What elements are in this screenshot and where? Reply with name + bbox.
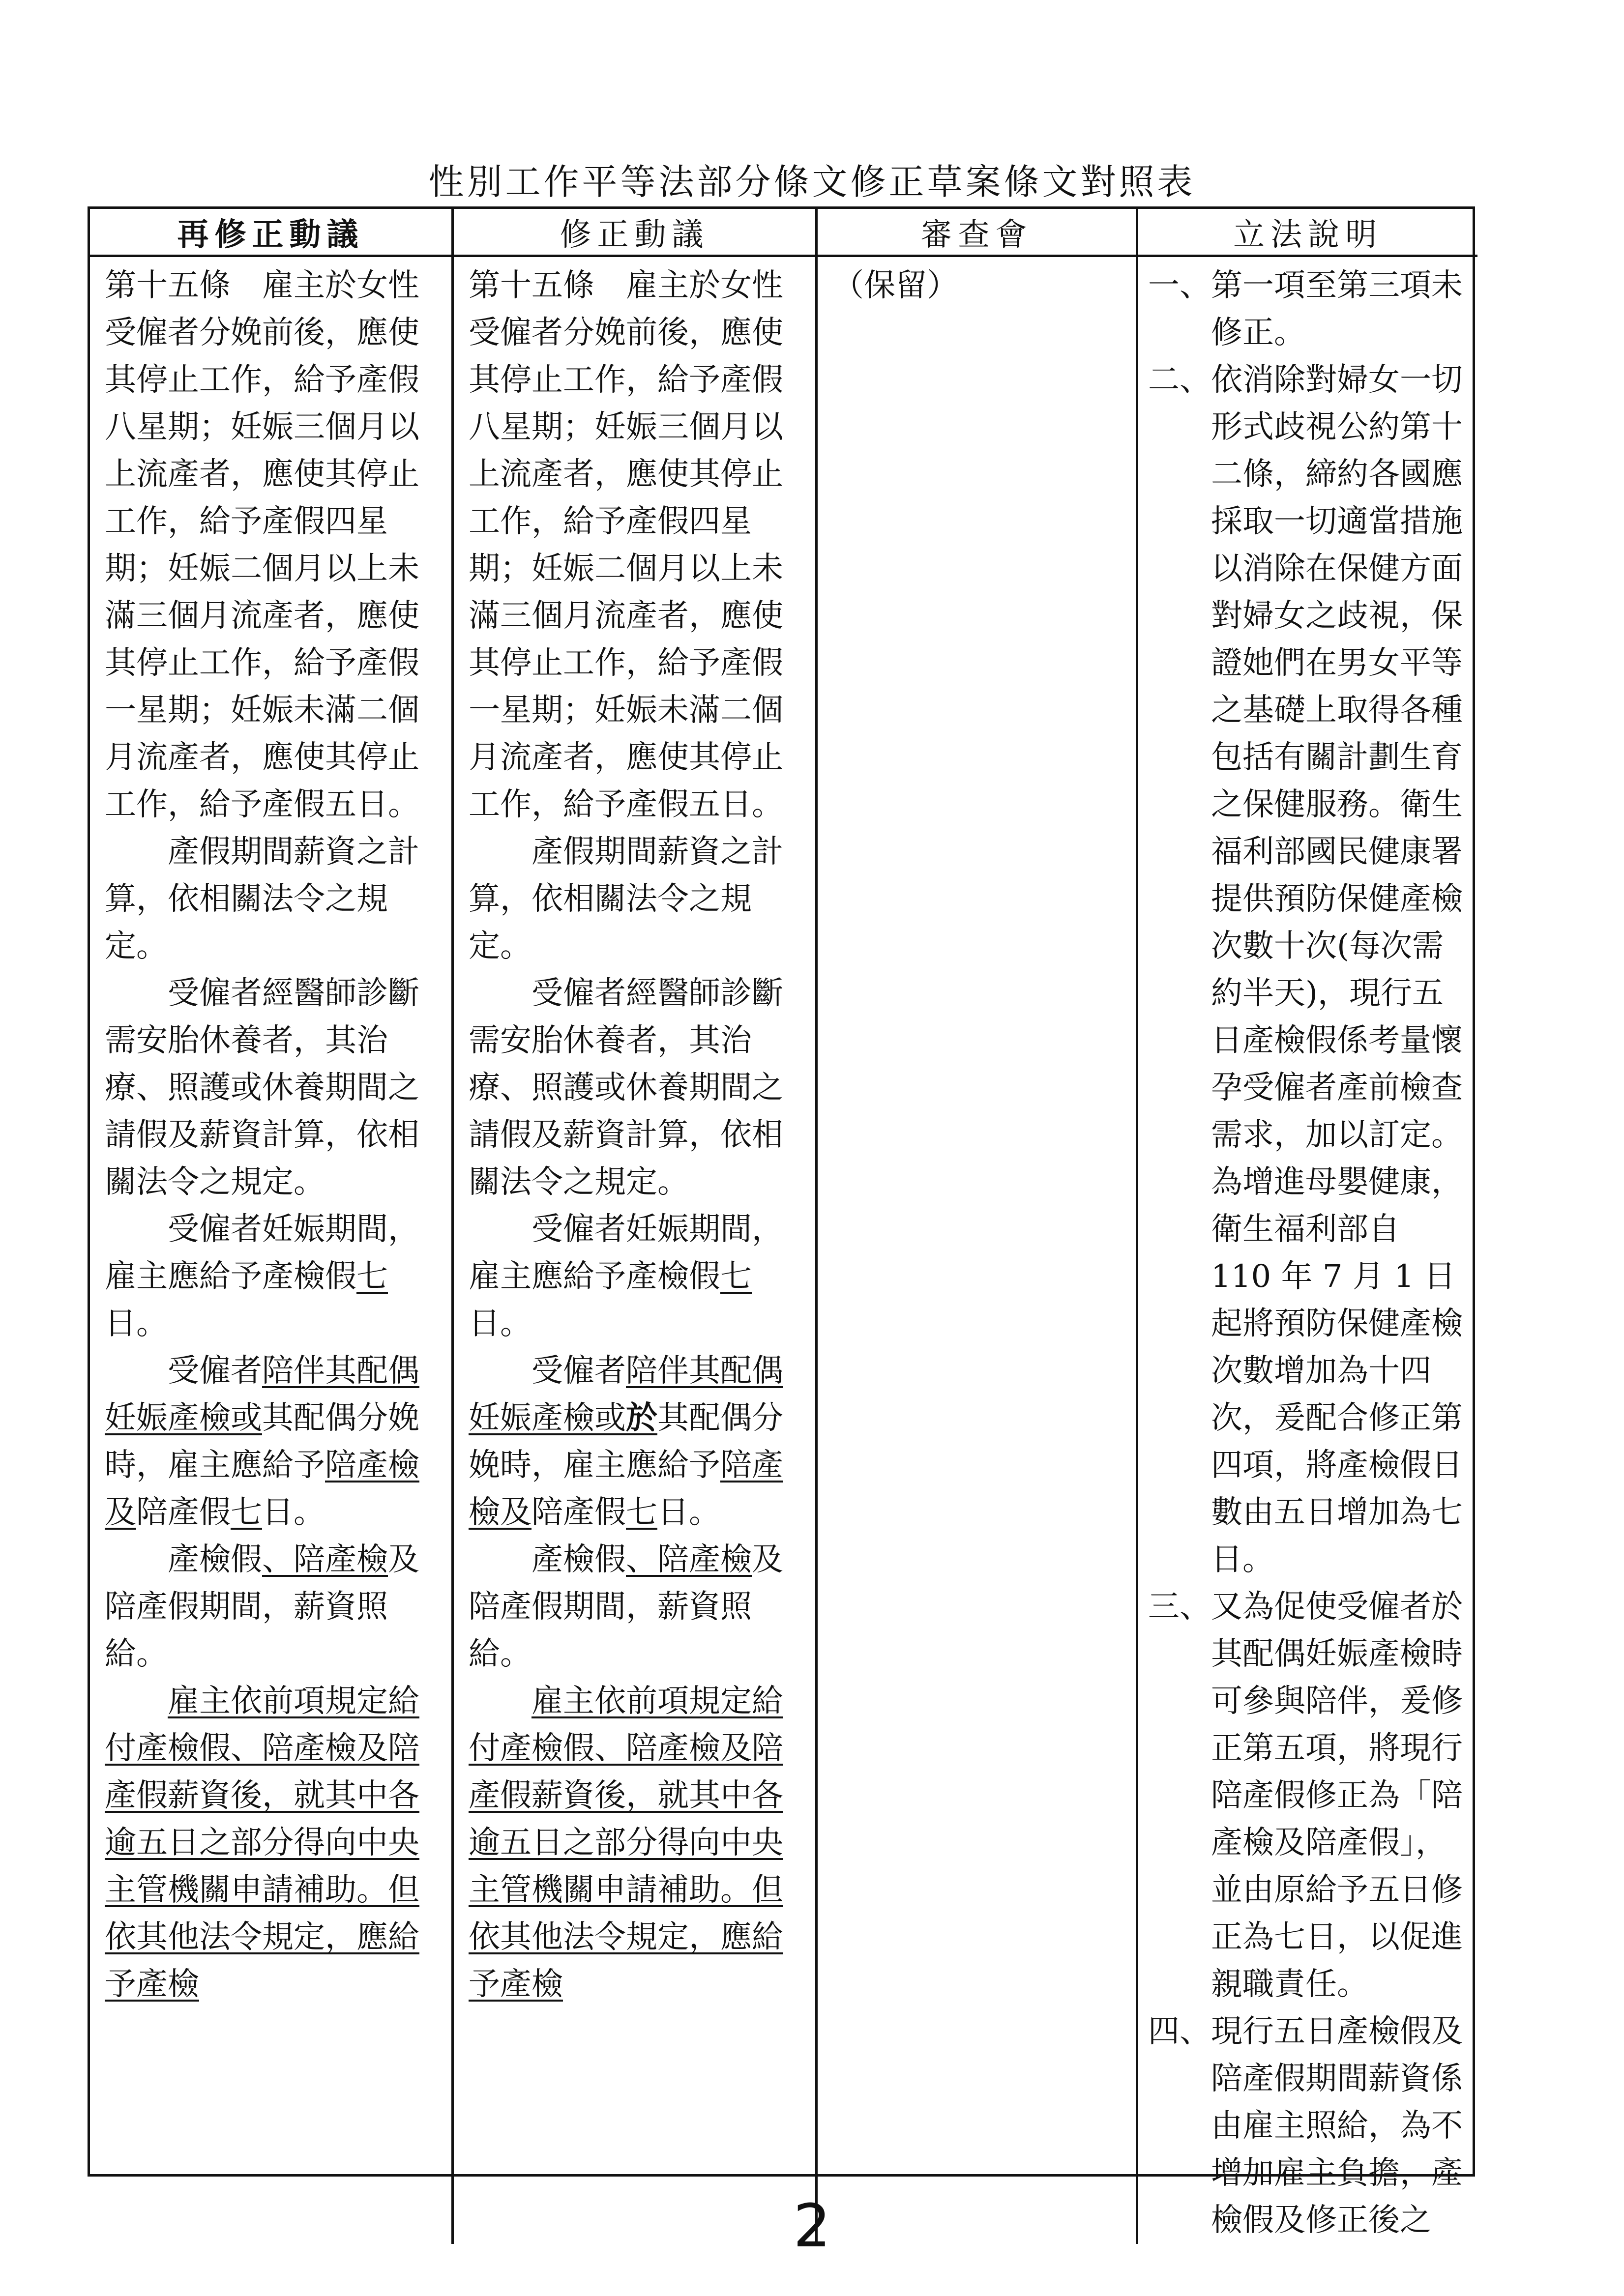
review-committee-text: （保留） — [832, 267, 958, 304]
re-amendment-para-7: 雇主依前項規定給付產檢假、陪產檢及陪產假薪資後，就其中各逾五日之部分得向中央主管機關申請補助。但依其他法令規定，應給予產檢 — [105, 1683, 419, 2003]
amendment-para-4: 受僱者妊娠期間，雇主應給予產檢假七日。 — [469, 1211, 783, 1342]
comparison-table — [88, 206, 1475, 2238]
re-amendment-para-6: 產檢假、陪產檢及陪產假期間，薪資照給。 — [105, 1541, 419, 1672]
header-amendment: 修正動議 — [454, 209, 818, 257]
review-committee-cell — [818, 257, 1138, 2244]
explanation-item-1: 一、第一項至第三項未修正。 — [1148, 267, 1463, 351]
amendment-para-6: 產檢假、陪產檢及陪產假期間，薪資照給。 — [469, 1541, 783, 1672]
re-amendment-para-5: 受僱者陪伴其配偶妊娠產檢或其配偶分娩時，雇主應給予陪產檢及陪產假七日。 — [105, 1353, 419, 1531]
explanation-item-2-continued: 為增進母嬰健康，衛生福利部自 110 年 7 月 1 日起將預防保健產檢次數增加為十四次，爰配合修正第四項，將產檢假日數由五日增加為七日。 — [1211, 1164, 1463, 1578]
amendment-cell — [454, 257, 818, 2244]
header-legislative-explanation: 立法說明 — [1138, 209, 1477, 257]
re-amendment-para-1: 第十五條 雇主於女性受僱者分娩前後，應使其停止工作，給予產假八星期；妊娠三個月以上流產者，應使其停止工作，給予產假四星期；妊娠二個月以上未滿三個月流產者，應使其停止工作，給予產假一星期；妊娠未滿二個月流產者，應使其停止工作，給予產假五日。 — [105, 267, 419, 823]
explanation-cell — [1138, 257, 1477, 2244]
page-number: 2 — [793, 2192, 831, 2261]
explanation-item-3: 三、又為促使受僱者於其配偶妊娠產檢時可參與陪伴，爰修正第五項，將現行陪產假修正為「陪產檢及陪產假」，並由原給予五日修正為七日，以促進親職責任。 — [1148, 1589, 1463, 2003]
re-amendment-para-4: 受僱者妊娠期間，雇主應給予產檢假七日。 — [105, 1211, 419, 1342]
header-re-amendment: 再修正動議 — [90, 209, 454, 257]
re-amendment-cell — [90, 257, 454, 2244]
document-title: 性別工作平等法部分條文修正草案條文對照表 — [428, 161, 1196, 203]
explanation-item-4: 四、現行五日產檢假及陪產假期間薪資係由雇主照給，為不增加雇主負擔，產檢假及修正後之 — [1148, 2013, 1463, 2238]
re-amendment-para-2: 產假期間薪資之計算，依相關法令之規定。 — [105, 834, 419, 964]
amendment-para-3: 受僱者經醫師診斷需安胎休養者，其治療、照護或休養期間之請假及薪資計算，依相關法令之規定。 — [469, 975, 783, 1200]
amendment-para-2: 產假期間薪資之計算，依相關法令之規定。 — [469, 834, 783, 964]
re-amendment-para-3: 受僱者經醫師診斷需安胎休養者，其治療、照護或休養期間之請假及薪資計算，依相關法令之規定。 — [105, 975, 419, 1200]
amendment-para-5: 受僱者陪伴其配偶妊娠產檢或於其配偶分娩時，雇主應給予陪產檢及陪產假七日。 — [469, 1353, 783, 1531]
amendment-para-1: 第十五條 雇主於女性受僱者分娩前後，應使其停止工作，給予產假八星期；妊娠三個月以上流產者，應使其停止工作，給予產假四星期；妊娠二個月以上未滿三個月流產者，應使其停止工作，給予產假一星期；妊娠未滿二個月流產者，應使其停止工作，給予產假五日。 — [469, 267, 783, 823]
explanation-item-2: 二、依消除對婦女一切形式歧視公約第十二條，締約各國應採取一切適當措施以消除在保健方面對婦女之歧視，保證她們在男女平等之基礎上取得各種包括有關計劃生育之保健服務。衛生福利部國民健康署提供預防保健產檢次數十次(每次需約半天)，現行五日產檢假係考量懷孕受僱者產前檢查需求，加以訂定。 — [1148, 362, 1463, 1153]
amendment-para-7: 雇主依前項規定給付產檢假、陪產檢及陪產假薪資後，就其中各逾五日之部分得向中央主管機關申請補助。但依其他法令規定，應給予產檢 — [469, 1683, 783, 2003]
header-review-committee: 審查會 — [818, 209, 1138, 257]
